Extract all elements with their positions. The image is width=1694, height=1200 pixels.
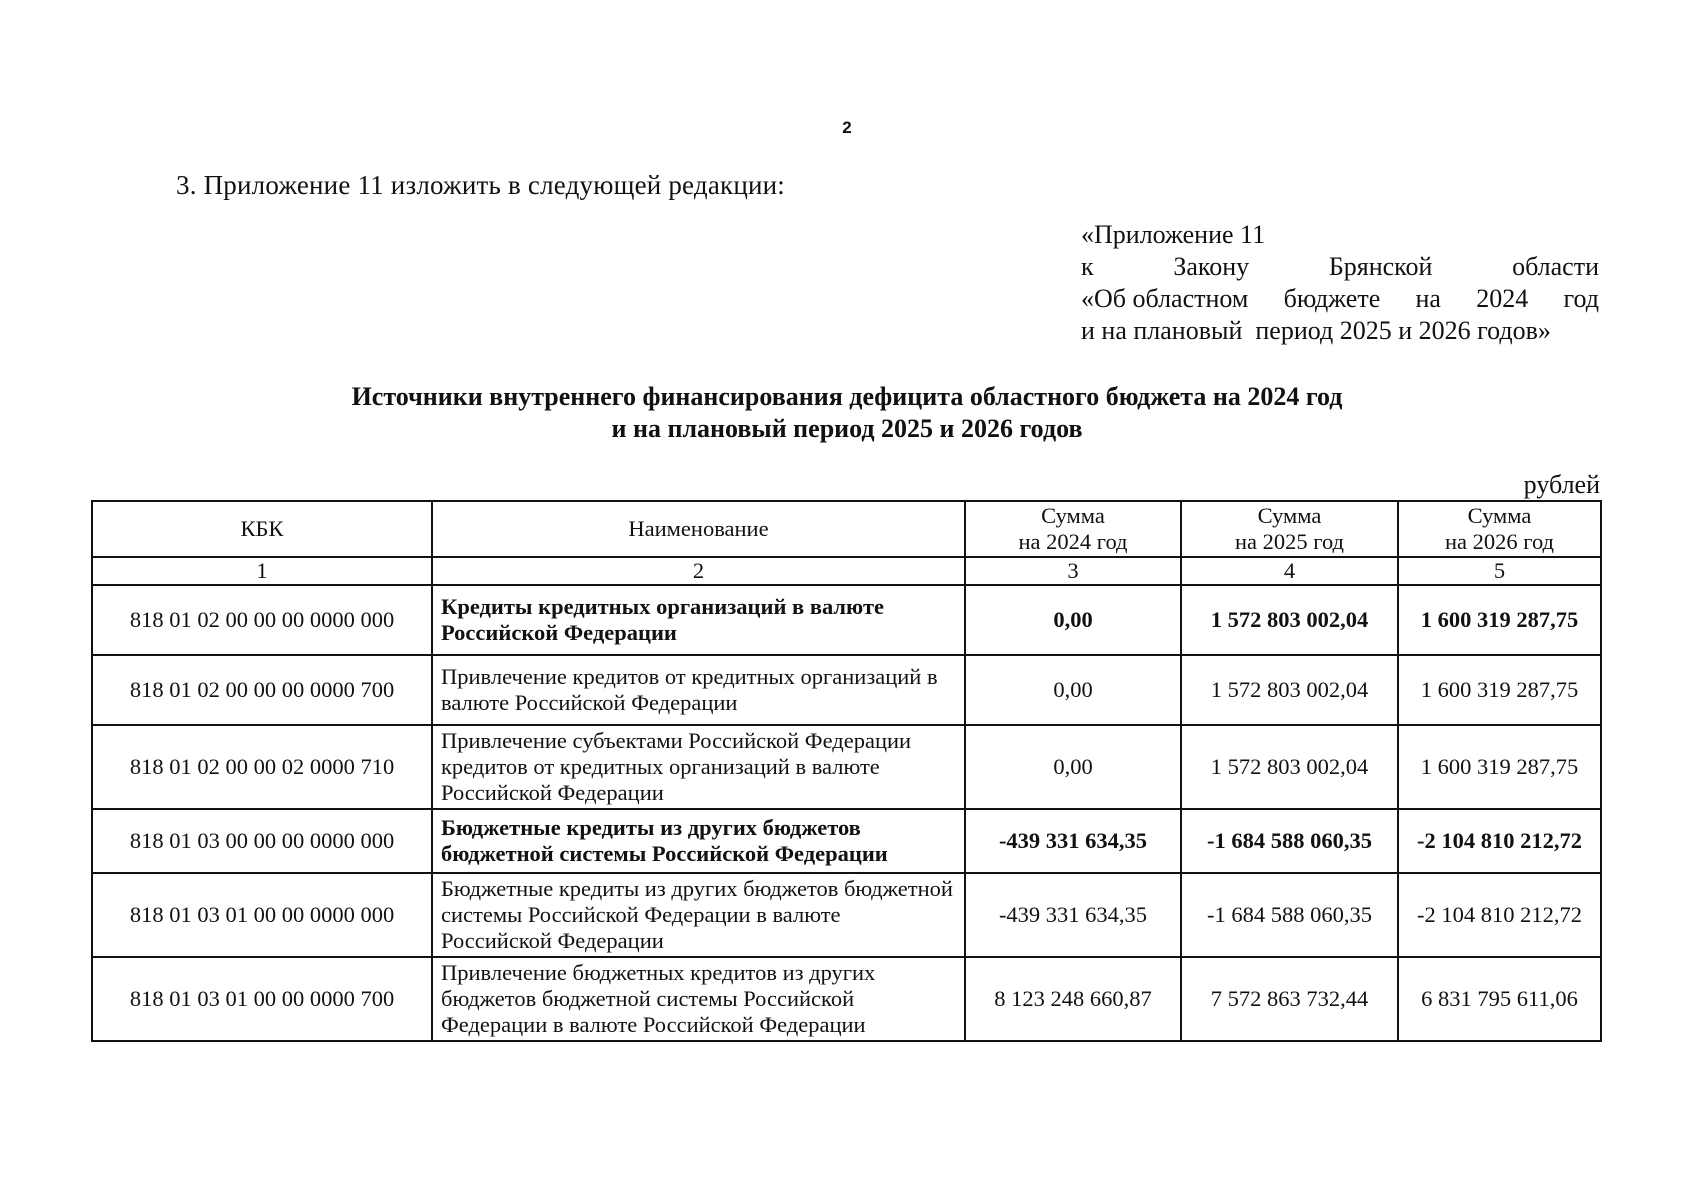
appendix-ref-word: к bbox=[1081, 252, 1094, 281]
name-cell: Кредиты кредитных организаций в валюте Российской Федерации bbox=[432, 585, 965, 655]
table-row bbox=[92, 585, 1601, 655]
kbk-cell: 818 01 03 01 00 00 0000 700 bbox=[92, 957, 432, 1041]
appendix-ref-word: бюджете bbox=[1283, 284, 1381, 313]
header-sum-2024-line-1: Сумма bbox=[1041, 503, 1105, 528]
sum-2025-cell: 1 572 803 002,04 bbox=[1181, 585, 1398, 655]
appendix-ref-line-3 bbox=[1081, 283, 1599, 315]
sum-2024-cell: 0,00 bbox=[965, 725, 1181, 809]
kbk-cell: 818 01 02 00 00 00 0000 700 bbox=[92, 655, 432, 725]
sum-2026-cell: -2 104 810 212,72 bbox=[1398, 809, 1601, 873]
sum-2026-cell: 1 600 319 287,75 bbox=[1398, 655, 1601, 725]
appendix-ref-word: «Об областном bbox=[1081, 284, 1249, 313]
header-sum-2026 bbox=[1398, 501, 1601, 557]
name-cell: Привлечение бюджетных кредитов из других бюджетов бюджетной системы Российской Федерации в валюте Российской Федерации bbox=[432, 957, 965, 1041]
sum-2026-cell: 1 600 319 287,75 bbox=[1398, 585, 1601, 655]
kbk-cell: 818 01 03 01 00 00 0000 000 bbox=[92, 873, 432, 957]
header-sum-2026-line-1: Сумма bbox=[1467, 503, 1532, 528]
header-sum-2024-line-2: на 2024 год bbox=[1018, 529, 1128, 554]
header-sum-2026-line-2: на 2026 год bbox=[1445, 529, 1554, 554]
table-row bbox=[92, 873, 1601, 957]
sum-2026-cell: 1 600 319 287,75 bbox=[1398, 725, 1601, 809]
sum-2024-cell: 0,00 bbox=[965, 655, 1181, 725]
column-number: 3 bbox=[965, 557, 1181, 585]
appendix-ref-word: Брянской bbox=[1328, 252, 1433, 281]
kbk-cell: 818 01 03 00 00 00 0000 000 bbox=[92, 809, 432, 873]
sum-2024-cell: -439 331 634,35 bbox=[965, 809, 1181, 873]
column-number: 4 bbox=[1181, 557, 1398, 585]
appendix-reference bbox=[1081, 219, 1599, 347]
sum-2024-cell: 8 123 248 660,87 bbox=[965, 957, 1181, 1041]
appendix-ref-line-1: «Приложение 11 bbox=[1081, 220, 1266, 249]
column-number: 5 bbox=[1398, 557, 1601, 585]
table-row bbox=[92, 809, 1601, 873]
column-number: 2 bbox=[432, 557, 965, 585]
header-sum-2025-line-1: Сумма bbox=[1257, 503, 1322, 528]
units-label: рублей bbox=[1523, 470, 1600, 499]
column-number: 1 bbox=[92, 557, 432, 585]
document-title bbox=[0, 381, 1694, 445]
appendix-ref-word: 2024 bbox=[1476, 284, 1529, 313]
sum-2026-cell: 6 831 795 611,06 bbox=[1398, 957, 1601, 1041]
table-row bbox=[92, 957, 1601, 1041]
header-sum-2025-line-2: на 2025 год bbox=[1235, 529, 1344, 554]
sum-2025-cell: 1 572 803 002,04 bbox=[1181, 725, 1398, 809]
kbk-cell: 818 01 02 00 00 02 0000 710 bbox=[92, 725, 432, 809]
name-cell: Привлечение кредитов от кредитных организаций в валюте Российской Федерации bbox=[432, 655, 965, 725]
appendix-ref-word: год bbox=[1563, 284, 1599, 313]
instruction-text: 3. Приложение 11 изложить в следующей редакции: bbox=[176, 170, 785, 200]
header-sum-2024 bbox=[965, 501, 1181, 557]
sum-2025-cell: 1 572 803 002,04 bbox=[1181, 655, 1398, 725]
appendix-ref-line-4: и на плановый период 2025 и 2026 годов» bbox=[1081, 316, 1551, 345]
document-title-line-2: и на плановый период 2025 и 2026 годов bbox=[611, 414, 1083, 443]
kbk-cell: 818 01 02 00 00 00 0000 000 bbox=[92, 585, 432, 655]
page-number: 2 bbox=[842, 118, 852, 137]
name-cell: Бюджетные кредиты из других бюджетов бюджетной системы Российской Федерации bbox=[432, 809, 965, 873]
sum-2025-cell: -1 684 588 060,35 bbox=[1181, 809, 1398, 873]
name-cell: Бюджетные кредиты из других бюджетов бюджетной системы Российской Федерации в валюте Российской Федерации bbox=[432, 873, 965, 957]
appendix-ref-word: Закону bbox=[1173, 252, 1250, 281]
name-cell: Привлечение субъектами Российской Федерации кредитов от кредитных организаций в валюте Российской Федерации bbox=[432, 725, 965, 809]
table-row bbox=[92, 725, 1601, 809]
document-title-line-1: Источники внутреннего финансирования дефицита областного бюджета на 2024 год bbox=[351, 382, 1343, 411]
column-number-row bbox=[92, 557, 1601, 585]
sum-2024-cell: 0,00 bbox=[965, 585, 1181, 655]
appendix-ref-word: на bbox=[1415, 284, 1441, 313]
appendix-ref-word: области bbox=[1512, 252, 1599, 281]
sum-2025-cell: 7 572 863 732,44 bbox=[1181, 957, 1398, 1041]
header-sum-2025 bbox=[1181, 501, 1398, 557]
appendix-ref-line-2 bbox=[1081, 251, 1599, 283]
header-name: Наименование bbox=[432, 501, 965, 557]
header-kbk: КБК bbox=[92, 501, 432, 557]
sum-2026-cell: -2 104 810 212,72 bbox=[1398, 873, 1601, 957]
financing-sources-table bbox=[91, 500, 1602, 1042]
sum-2024-cell: -439 331 634,35 bbox=[965, 873, 1181, 957]
sum-2025-cell: -1 684 588 060,35 bbox=[1181, 873, 1398, 957]
table-row bbox=[92, 655, 1601, 725]
table-header-row bbox=[92, 501, 1601, 557]
